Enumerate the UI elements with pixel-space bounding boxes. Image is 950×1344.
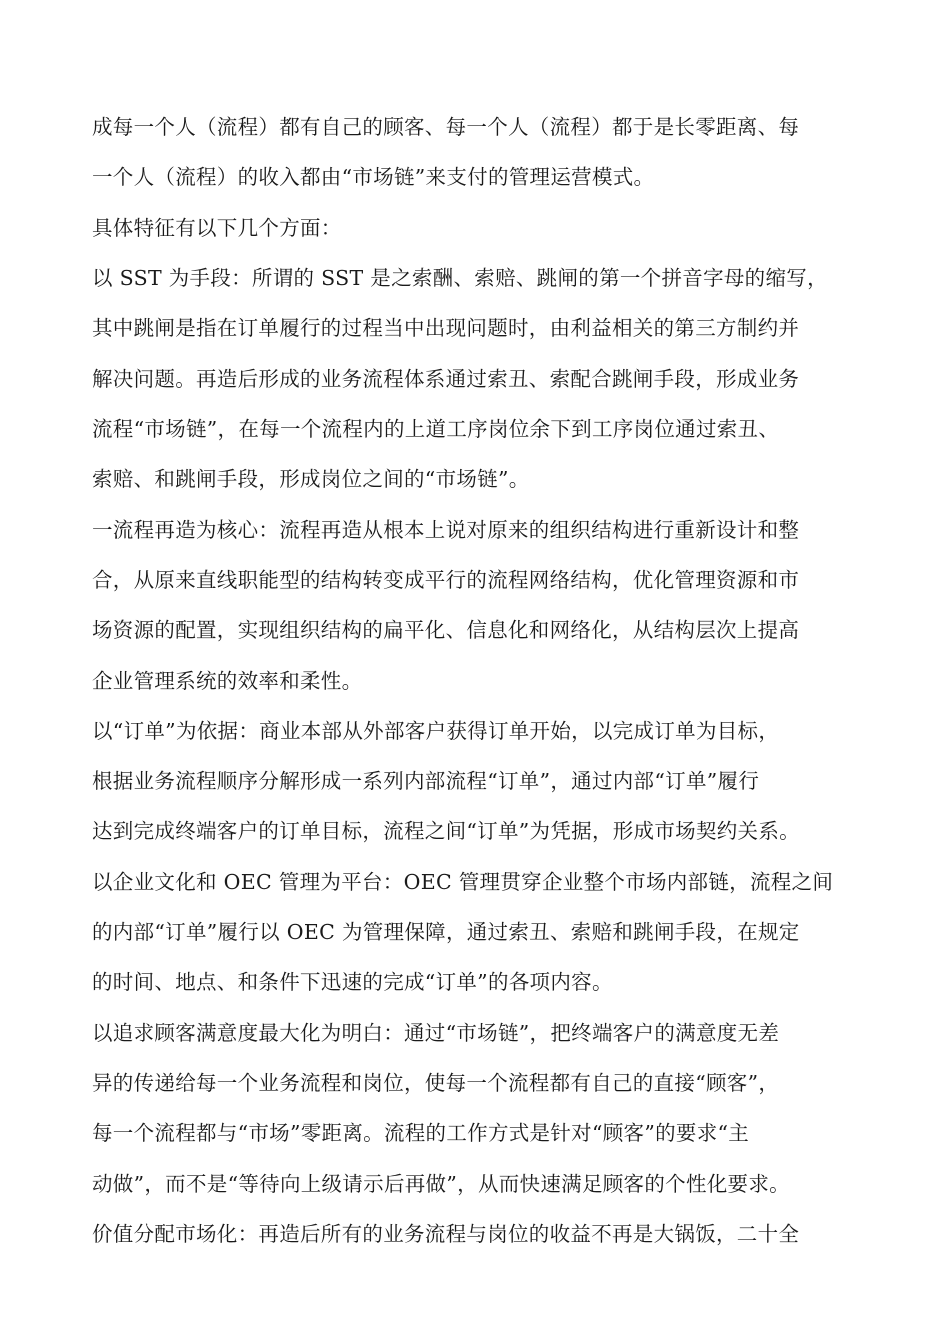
text-line: 动做”，而不是“等待向上级请示后再做”，从而快速满足顾客的个性化要求。 bbox=[92, 1172, 790, 1196]
text-line: 流程“市场链”，在每一个流程内的上道工序岗位余下到工序岗位通过索丑、 bbox=[92, 417, 780, 441]
text-line: 具体特征有以下几个方面： bbox=[92, 216, 342, 240]
text-line: 一流程再造为核心：流程再造从根本上说对原来的组织结构进行重新设计和整 bbox=[92, 518, 800, 542]
text-line: 企业管理系统的效率和柔性。 bbox=[92, 669, 363, 693]
text-line: 的时间、地点、和条件下迅速的完成“订单”的各项内容。 bbox=[92, 970, 613, 994]
text-line: 价值分配市场化：再造后所有的业务流程与岗位的收益不再是大锅饭，二十全 bbox=[92, 1222, 800, 1246]
text-line: 其中跳闸是指在订单履行的过程当中出现问题时，由利益相关的第三方制约并 bbox=[92, 316, 800, 340]
text-line: 以 SST 为手段：所谓的 SST 是之索酬、索赔、跳闸的第一个拼音字母的缩写， bbox=[92, 266, 828, 290]
text-line: 异的传递给每一个业务流程和岗位，使每一个流程都有自己的直接“顾客”， bbox=[92, 1071, 780, 1095]
text-line: 索赔、和跳闸手段，形成岗位之间的“市场链”。 bbox=[92, 467, 530, 491]
text-line: 以追求顾客满意度最大化为明白：通过“市场链”，把终端客户的满意度无差 bbox=[92, 1021, 780, 1045]
text-line: 根据业务流程顺序分解形成一系列内部流程“订单”，通过内部“订单”履行 bbox=[92, 769, 760, 793]
text-line: 成每一个人（流程）都有自己的顾客、每一个人（流程）都于是长零距离、每 bbox=[92, 115, 800, 139]
text-line: 的内部“订单”履行以 OEC 为管理保障，通过索丑、索赔和跳闸手段，在规定 bbox=[92, 920, 800, 944]
text-line: 达到完成终端客户的订单目标，流程之间“订单”为凭据，形成市场契约关系。 bbox=[92, 819, 800, 843]
text-line: 以“订单”为依据：商业本部从外部客户获得订单开始，以完成订单为目标， bbox=[92, 719, 780, 743]
text-line: 合，从原来直线职能型的结构转变成平行的流程网络结构，优化管理资源和市 bbox=[92, 568, 800, 592]
text-line: 解决问题。再造后形成的业务流程体系通过索丑、索配合跳闸手段，形成业务 bbox=[92, 367, 800, 391]
text-line: 以企业文化和 OEC 管理为平台：OEC 管理贯穿企业整个市场内部链，流程之间 bbox=[92, 870, 834, 894]
text-line: 场资源的配置，实现组织结构的扁平化、信息化和网络化，从结构层次上提高 bbox=[92, 618, 800, 642]
text-line: 每一个流程都与“市场”零距离。流程的工作方式是针对“顾客”的要求“主 bbox=[92, 1121, 750, 1145]
text-line: 一个人（流程）的收入都由“市场链”来支付的管理运营模式。 bbox=[92, 165, 655, 189]
